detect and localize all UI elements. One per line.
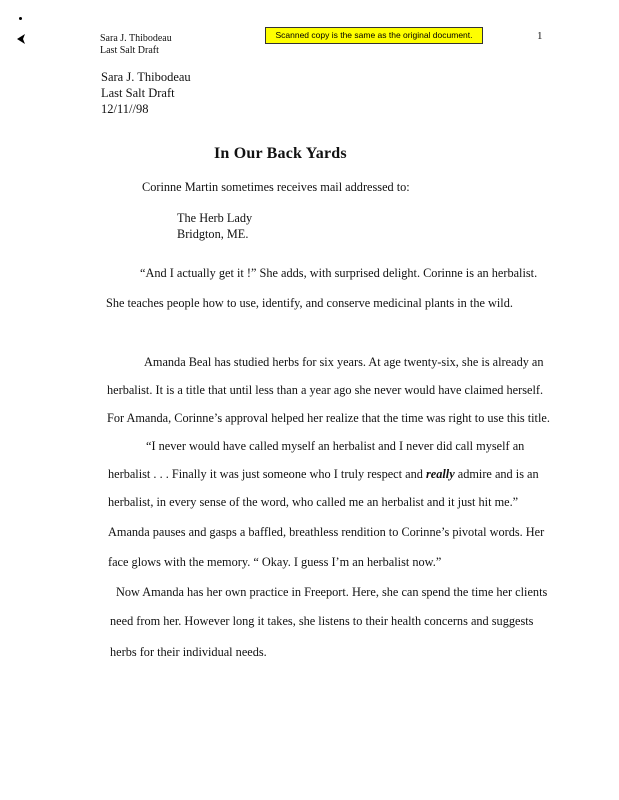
- page-number: 1: [537, 30, 543, 42]
- header-draft: Last Salt Draft: [100, 45, 159, 56]
- text-run: admire and is an: [454, 467, 539, 481]
- scan-mark-icon: [16, 33, 28, 45]
- paragraph-line: Amanda pauses and gasps a baffled, breathless rendition to Corinne’s pivotal words. Her: [108, 525, 545, 539]
- paragraph-line: For Amanda, Corinne’s approval helped her realize that the time was right to use this title.: [107, 411, 550, 425]
- paragraph-line: “I never would have called myself an herbalist and I never did call myself an: [146, 439, 525, 453]
- address-place: Bridgton, ME.: [177, 227, 249, 241]
- scan-note-banner: Scanned copy is the same as the original document.: [265, 27, 483, 44]
- paragraph-line: need from her. However long it takes, she listens to their health concerns and suggests: [110, 614, 534, 628]
- meta-author: Sara J. Thibodeau: [101, 70, 191, 84]
- paragraph-line: Amanda Beal has studied herbs for six years. At age twenty-six, she is already an: [144, 355, 544, 369]
- meta-date: 12/11//98: [101, 102, 149, 116]
- paragraph-line: herbs for their individual needs.: [110, 645, 267, 659]
- paragraph-line: face glows with the memory. “ Okay. I guess I’m an herbalist now.”: [108, 555, 442, 569]
- paragraph-line: herbalist, in every sense of the word, who called me an herbalist and it just hit me.”: [108, 495, 519, 509]
- emphasis-text: really: [425, 467, 455, 481]
- paragraph-line: herbalist. It is a title that until less than a year ago she never would have claimed herself.: [107, 383, 544, 397]
- meta-draft: Last Salt Draft: [101, 86, 175, 100]
- scan-speck: [19, 17, 22, 20]
- article-title: In Our Back Yards: [214, 145, 347, 162]
- paragraph-line: She teaches people how to use, identify, and conserve medicinal plants in the wild.: [106, 296, 513, 310]
- paragraph-line: [108, 467, 539, 482]
- paragraph-line: “And I actually get it !” She adds, with surprised delight. Corinne is an herbalist.: [140, 266, 538, 280]
- header-author: Sara J. Thibodeau: [100, 33, 172, 44]
- text-run: herbalist . . . Finally it was just someone who I truly respect and: [108, 467, 426, 481]
- paragraph-line: Now Amanda has her own practice in Freeport. Here, she can spend the time her clients: [116, 585, 548, 599]
- paragraph-line: Corinne Martin sometimes receives mail addressed to:: [142, 180, 410, 194]
- address-name: The Herb Lady: [177, 211, 253, 225]
